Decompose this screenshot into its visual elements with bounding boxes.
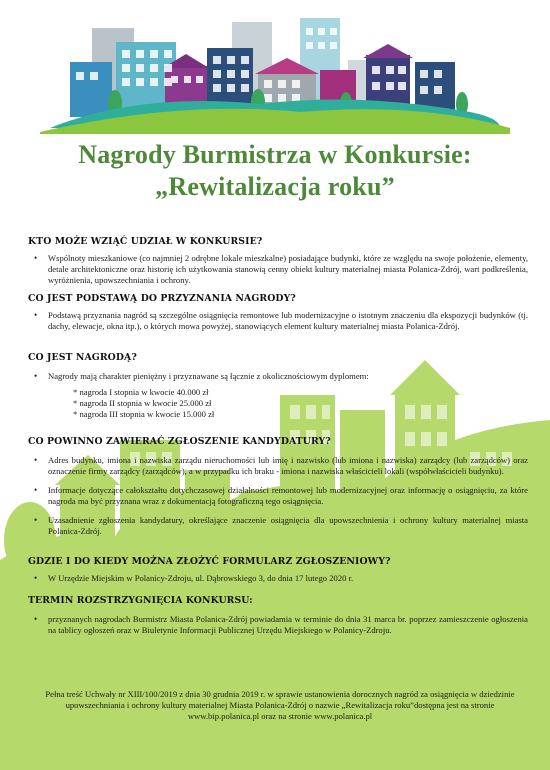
section-what-is-award (28, 352, 528, 420)
poster-title-line2: „Rewitalizacja roku” (155, 172, 395, 201)
section-application-contents (28, 436, 528, 537)
section-heading: GDZIE I DO KIEDY MOŻNA ZŁOŻYĆ FORMULARZ ZGŁOSZENIOWY? (28, 556, 391, 567)
section-basis-for-award (28, 293, 528, 332)
section-bullet: • Wspólnoty mieszkaniowe (co najmniej 2 odrębne lokale mieszkalne) posiadające budynki, które ze względu na swoje położenie, elementy, detale architektoniczne oraz historię ich użytkowania stanowią cenny obiekt kultury materialnej miasta Polanica-Zdrój, wart podkreślenia, wyróżnienia, upowszechniania i ochrony. (28, 253, 528, 286)
section-who-can-participate (28, 236, 528, 286)
prize-line: * nagroda II stopnia w kwocie 25.000 zł (73, 398, 212, 408)
section-heading: TERMIN ROZSTRZYGNIĘCIA KONKURSU: (28, 595, 253, 606)
section-bullet: • Uzasadnienie zgłoszenia kandydatury, określające znaczenie osiągnięcia dla upowszechnienia i ochrony kultury materialnej miasta Polanica-Zdrój. (28, 515, 528, 537)
footer-note: Pełna treść Uchwały nr XIII/100/2019 z dnia 30 grudnia 2019 r. w sprawie ustanowienia dorocznych nagród za osiągnięcia w dziedzinie upowszechniania i ochrony kultury materialnej Miasta Polanica-Zdrój o nazwie „Rewitalizacja roku”dostępna jest na stronie www.bip.polanica.pl oraz na stronie www.polanica.pl (45, 689, 515, 721)
section-bullet: • Informacje dotyczące całokształtu dotychczasowej działalności remontowej lub modernizacyjnej oraz informację o osiągnięciu, za które nagroda ma być przyznana wraz z dokumentacją fotograficzną tego osiągnięcia. (28, 485, 528, 507)
prize-line: * nagroda III stopnia w kwocie 15.000 zł (73, 409, 215, 419)
section-bullet: • Podstawą przyznania nagród są szczególne osiągnięcia remontowe lub modernizacyjne o istotnym znaczeniu dla ekspozycji budynków (tj. dachy, elewacje, okna itp.), o których mowa powyżej, stanowiących element kultury materialnej miasta Polanica-Zdrój. (28, 310, 528, 332)
section-heading: CO JEST PODSTAWĄ DO PRZYZNANIA NAGRODY? (28, 293, 296, 304)
section-bullet: • przyznanych nagrodach Burmistrz Miasta Polanica-Zdrój powiadamia w terminie do dnia 31 marca br. poprzez zamieszczenie ogłoszenia na tablicy ogłoszeń oraz w Biuletynie Informacji Publicznej Urzędu Miejskiego w Polanicy-Zdroju. (28, 614, 528, 636)
section-heading: KTO MOŻE WZIĄĆ UDZIAŁ W KONKURSIE? (28, 236, 263, 247)
poster-title-line1: Nagrody Burmistrza w Konkursie: (78, 140, 472, 169)
section-bullet: • Adres budynku, imiona i nazwiska zarządu nieruchomości lub imię i nazwisko (lub imiona i nazwiska) zarządcy (lub zarządców) oraz oznaczenie firmy zarządcy (zarządców), a w przypadku ich braku - imiona i nazwiska właścicieli lokali (współwłaścicieli budynku). (28, 455, 528, 477)
section-resolution-date (28, 595, 528, 636)
section-heading: CO POWINNO ZAWIERAĆ ZGŁOSZENIE KANDYDATURY? (28, 436, 331, 447)
prize-line: * nagroda I stopnia w kwocie 40.000 zł (73, 387, 209, 397)
section-heading: CO JEST NAGRODĄ? (28, 352, 137, 363)
section-bullet: • Nagrody mają charakter pieniężny i przyznawane są łącznie z okolicznościowym dyplomem: (28, 371, 528, 382)
section-bullet: • W Urzędzie Miejskim w Polanicy-Zdroju, ul. Dąbrowskiego 3, do dnia 17 lutego 2020 r. (28, 573, 528, 584)
section-where-and-when (28, 556, 528, 584)
